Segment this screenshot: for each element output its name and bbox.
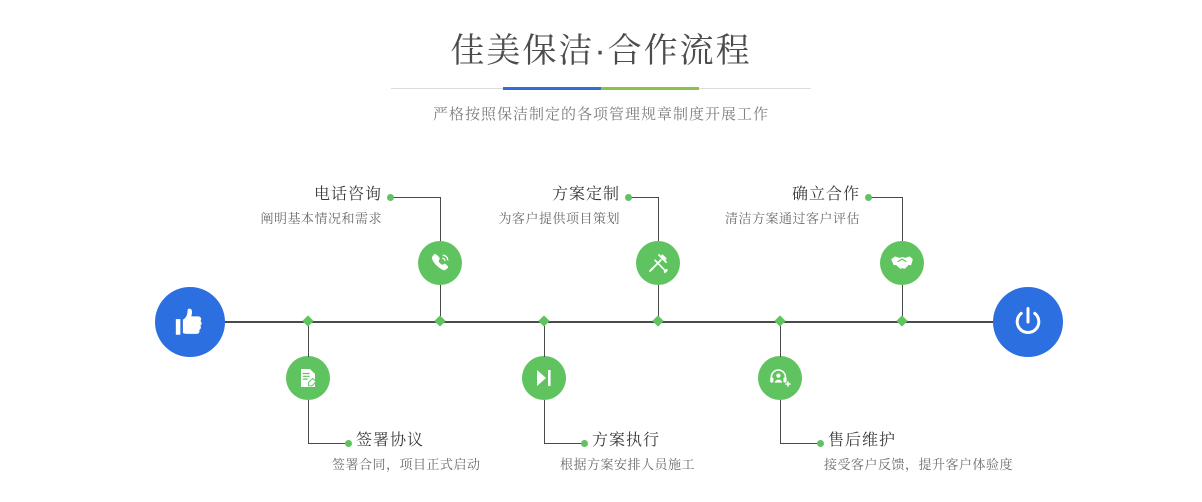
contract-edit-icon — [296, 366, 320, 390]
step-label-5 — [620, 184, 860, 229]
step-desc-1: 阐明基本情况和需求 — [260, 211, 382, 226]
step-label-marker-4 — [581, 440, 588, 447]
handshake-icon — [889, 250, 915, 276]
step-axis-marker-4 — [538, 315, 549, 326]
customer-support-icon — [768, 366, 792, 390]
step-axis-marker-2 — [302, 315, 313, 326]
phone-call-icon — [428, 251, 452, 275]
step-axis-marker-3 — [652, 315, 663, 326]
step-leader-horizontal-2 — [308, 443, 348, 444]
step-desc-3: 为客户提供项目策划 — [498, 211, 620, 226]
step-title-4: 方案执行 — [592, 432, 661, 449]
step-icon-5[interactable] — [880, 241, 924, 285]
step-leader-vertical-5 — [902, 197, 903, 241]
step-icon-6[interactable] — [758, 356, 802, 400]
step-leader-vertical-4 — [544, 400, 545, 443]
step-label-6 — [824, 430, 1108, 475]
step-desc-2: 签署合同，项目正式启动 — [332, 457, 481, 472]
step-leader-horizontal-6 — [780, 443, 820, 444]
step-axis-marker-1 — [434, 315, 445, 326]
step-icon-3[interactable] — [636, 241, 680, 285]
thumbs-up-icon — [173, 305, 207, 339]
plan-design-icon — [646, 251, 670, 275]
execute-play-icon — [532, 366, 556, 390]
step-title-6: 售后维护 — [828, 432, 897, 449]
page-subtitle: 严格按照保洁制定的各项管理规章制度开展工作 — [432, 106, 769, 123]
step-title-5: 确立合作 — [791, 186, 860, 203]
step-icon-1[interactable] — [418, 241, 462, 285]
step-label-1 — [150, 184, 382, 229]
step-icon-2[interactable] — [286, 356, 330, 400]
step-axis-marker-6 — [774, 315, 785, 326]
step-axis-marker-5 — [896, 315, 907, 326]
step-leader-horizontal-4 — [544, 443, 584, 444]
step-label-marker-5 — [865, 194, 872, 201]
step-desc-5: 清洁方案通过客户评估 — [724, 211, 860, 226]
step-label-3 — [380, 184, 620, 229]
step-title-1: 电话咨询 — [313, 186, 382, 203]
step-leader-horizontal-5 — [868, 197, 902, 198]
timeline-start-endpoint — [155, 287, 225, 357]
power-icon — [1010, 304, 1046, 340]
step-label-4 — [560, 430, 842, 475]
step-leader-vertical-2 — [308, 400, 309, 443]
step-desc-4: 根据方案安排人员施工 — [560, 457, 696, 472]
step-icon-4[interactable] — [522, 356, 566, 400]
step-title-2: 签署协议 — [356, 432, 425, 449]
step-title-3: 方案定制 — [551, 186, 620, 203]
step-label-marker-2 — [345, 440, 352, 447]
step-desc-6: 接受客户反馈，提升客户体验度 — [824, 457, 1014, 472]
timeline-end-endpoint — [993, 287, 1063, 357]
step-leader-vertical-6 — [780, 400, 781, 443]
page-title: 佳美保洁·合作流程 — [450, 32, 752, 70]
step-label-marker-6 — [817, 440, 824, 447]
